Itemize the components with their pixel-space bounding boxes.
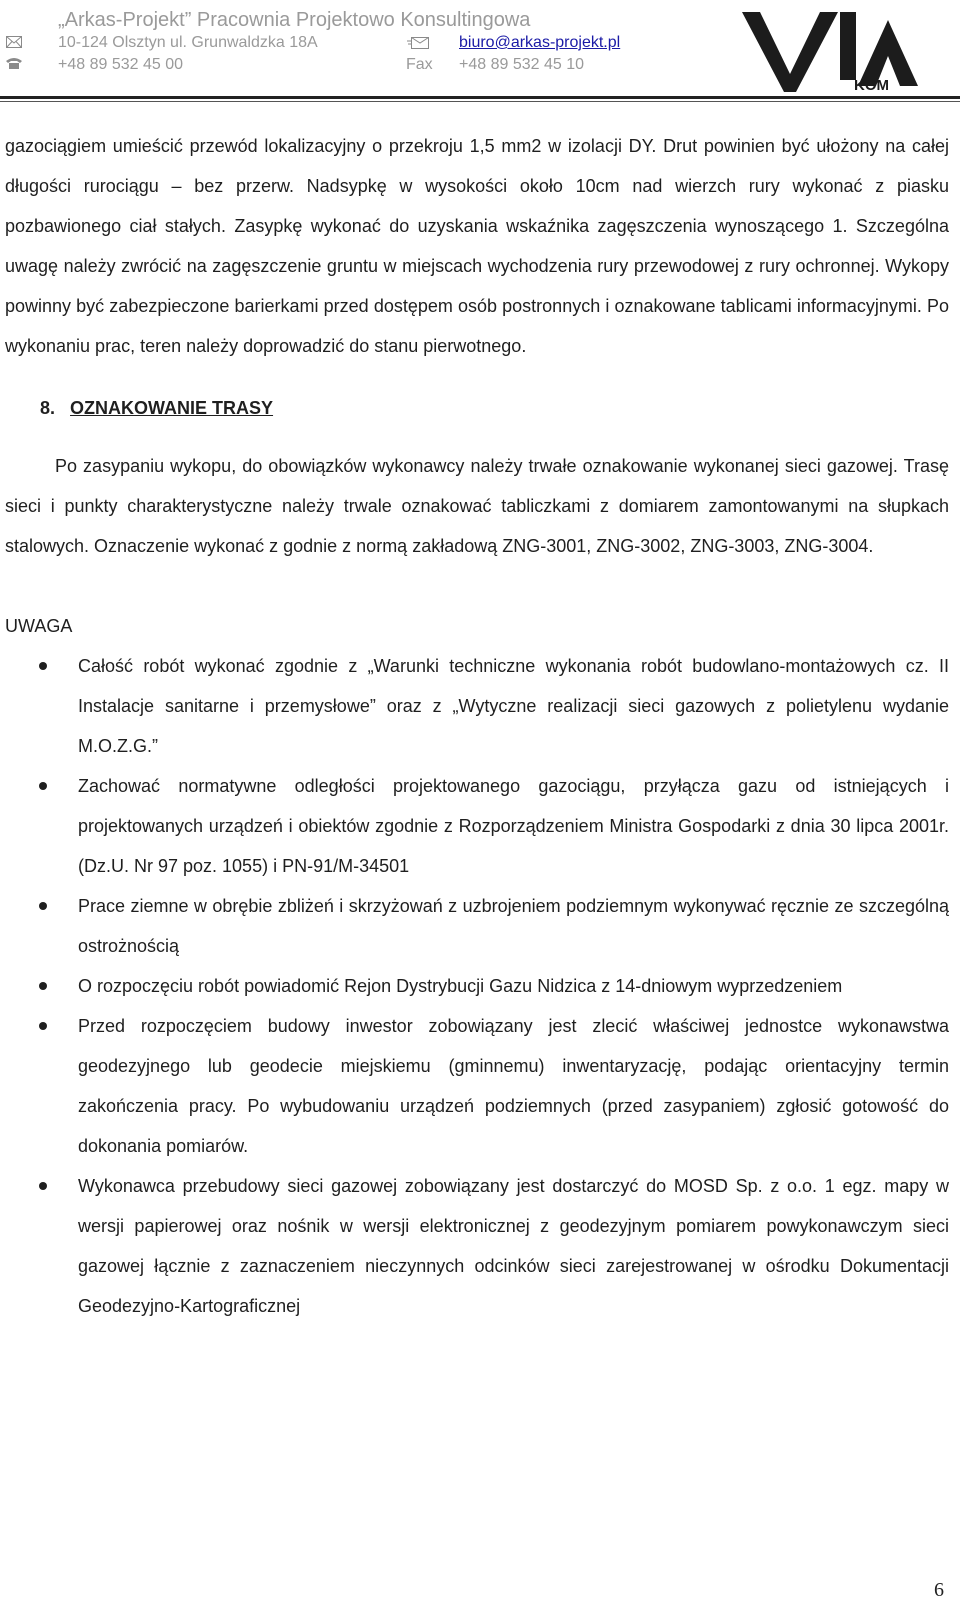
section-paragraph: Po zasypaniu wykopu, do obowiązków wykonawcy należy trwałe oznakowanie wykonanej sieci gazowej. Trasę sieci i punkty charakterystyczne należy trwale oznakować tabliczkami z domiarem zamontowanymi na słupkach stalowych. Oznaczenie wykonać z godnie z normą zakładową ZNG-3001, ZNG-3002, ZNG-3003, ZNG-3004. <box>5 456 949 556</box>
intro-paragraph: gazociągiem umieścić przewód lokalizacyjny o przekroju 1,5 mm2 w izolacji DY. Drut powinien być ułożony na całej długości rurociągu – bez przerw. Nadsypkę w wysokości około 10cm nad wierzch rury wykonać z piasku pozbawionego ciał stałych. Zasypkę wykonać do uzyskania wskaźnika zagęszczenia wynoszącego 1. Szczególna uwagę należy zwrócić na zagęszczenie gruntu w miejscach wychodzenia rury przewodowej z rury ochronnej. Wykopy powinny być zabezpieczone barierkami przed dostępem osób postronnych i oznakowane tablicami informacyjnymi. Po wykonaniu prac, teren należy doprowadzić do stanu pierwotnego. <box>5 136 949 356</box>
bullet-icon <box>39 1022 47 1030</box>
company-logo <box>740 6 930 97</box>
email-link[interactable]: biuro@arkas-projekt.pl <box>459 34 621 51</box>
bullet-icon <box>39 662 47 670</box>
list-item <box>5 766 949 886</box>
bullet-icon <box>39 1182 47 1190</box>
bullet-icon <box>39 982 47 990</box>
list-item <box>5 646 949 766</box>
list-item-text: Zachować normatywne odległości projektowanego gazociągu, przyłącza gazu od istniejących i projektowanych urządzeń i obiektów zgodnie z Rozporządzeniem Ministra Gospodarki z dnia 30 lipca 2001r. (Dz.U. Nr 97 poz. 1055) i PN-91/M-34501 <box>78 776 949 876</box>
list-item-text: Przed rozpoczęciem budowy inwestor zobowiązany jest zlecić właściwej jednostce wykonawstwa geodezyjnego lub geodecie miejskiemu (gminnemu) inwentaryzację, podając orientacyjny termin zakończenia pracy. Po wybudowaniu urządzeń podziemnych (przed zasypaniem) zgłosić gotowość do dokonania pomiarów. <box>78 1016 949 1156</box>
list-item-text: Całość robót wykonać zgodnie z „Warunki techniczne wykonania robót budowlano-montażowych cz. II Instalacje sanitarne i przemysłowe” oraz z „Wytyczne realizacji sieci gazowych z polietylenu wydanie M.O.Z.G.” <box>78 656 949 756</box>
header-divider-thin <box>0 101 960 102</box>
logo-text: KOM <box>854 77 889 92</box>
fax-number: +48 89 532 45 10 <box>459 56 585 73</box>
list-item-text: Prace ziemne w obrębie zbliżeń i skrzyżowań z uzbrojeniem podziemnym wykonywać ręcznie ze szczególną ostrożnością <box>78 896 949 956</box>
mail-icon <box>407 36 429 53</box>
document-body <box>5 126 949 1326</box>
bullet-icon <box>39 782 47 790</box>
envelope-icon <box>6 35 22 52</box>
page-number: 6 <box>934 1579 944 1601</box>
company-name: „Arkas-Projekt” Pracownia Projektowo Konsultingowa <box>58 9 531 31</box>
uwaga-label: UWAGA <box>5 616 73 636</box>
company-address: 10-124 Olsztyn ul. Grunwaldzka 18A <box>58 34 318 51</box>
list-item <box>5 966 949 1006</box>
telephone-icon <box>5 57 23 74</box>
list-item-text: O rozpoczęciu robót powiadomić Rejon Dystrybucji Gazu Nidzica z 14-dniowym wyprzedzeniem <box>78 976 843 996</box>
list-item <box>5 1006 949 1166</box>
bullet-icon <box>39 902 47 910</box>
list-item-text: Wykonawca przebudowy sieci gazowej zobowiązany jest dostarczyć do MOSD Sp. z o.o. 1 egz. mapy w wersji papierowej oraz nośnik w wersji elektronicznej z geodezyjnym pomiarem powykonawczym sieci gazowej łącznie z zaznaczeniem nieczynnych odcinków sieci zarejestrowanej w ośrodku Dokumentacji Geodezyjno-Kartograficznej <box>78 1176 949 1316</box>
notes-list <box>5 646 949 1326</box>
list-item <box>5 1166 949 1326</box>
section-title: OZNAKOWANIE TRASY <box>70 398 274 418</box>
phone-number: +48 89 532 45 00 <box>58 56 184 73</box>
page-header <box>0 0 960 100</box>
header-divider <box>0 96 960 99</box>
section-number: 8. <box>40 398 56 418</box>
list-item <box>5 886 949 966</box>
section-heading <box>40 388 949 428</box>
fax-label: Fax <box>406 56 433 73</box>
